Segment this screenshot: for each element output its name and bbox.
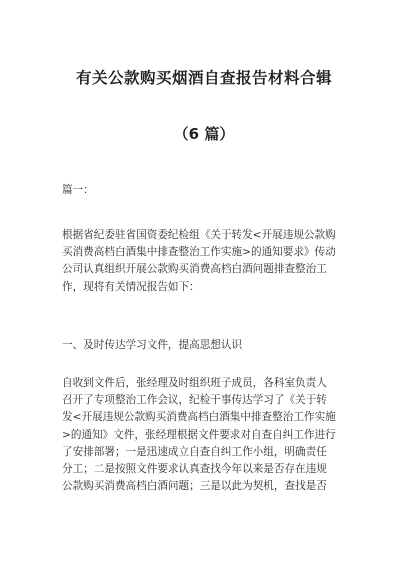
- body-line: 公款购买消费高档白酒问题；三是以此为契机，查找是否: [62, 480, 327, 493]
- body-line: 自收到文件后，张经理及时组织班子成员，各科室负责人: [62, 377, 327, 389]
- document-subtitle: （6 篇）: [173, 125, 235, 143]
- intro-line: 公司认真组织开展公款购买消费高档白酒问题排查整治工: [62, 263, 327, 276]
- section-heading-1: 一、及时传达学习文件，提高思想认识: [62, 339, 243, 351]
- document-title: 有关公款购买烟酒自查报告材料合辑: [75, 69, 332, 87]
- intro-paragraph: [62, 227, 352, 296]
- body-line: >的通知》文件，张经理根据文件要求对自查自纠工作进行: [62, 428, 336, 441]
- body-paragraph: [62, 375, 352, 495]
- body-line: 召开了专项整治工作会议，纪检干事传达学习了《关于转: [62, 394, 327, 407]
- body-line: 了安排部署；一是迅速成立自查自纠工作小组，明确责任: [62, 445, 327, 458]
- body-line: 发<开展违规公款购买消费高档白酒集中排查整治工作实施: [62, 411, 336, 424]
- intro-line: 买消费高档白酒集中排查整治工作实施>的通知要求》传动: [62, 246, 336, 259]
- intro-line: 根据省纪委驻省国资委纪检组《关于转发<开展违规公款购: [62, 229, 336, 241]
- body-line: 分工；二是按照文件要求认真查找今年以来是否存在违规: [62, 463, 327, 476]
- section-label: 篇一：: [62, 184, 94, 196]
- intro-line: 作，现将有关情况报告如下：: [62, 280, 200, 293]
